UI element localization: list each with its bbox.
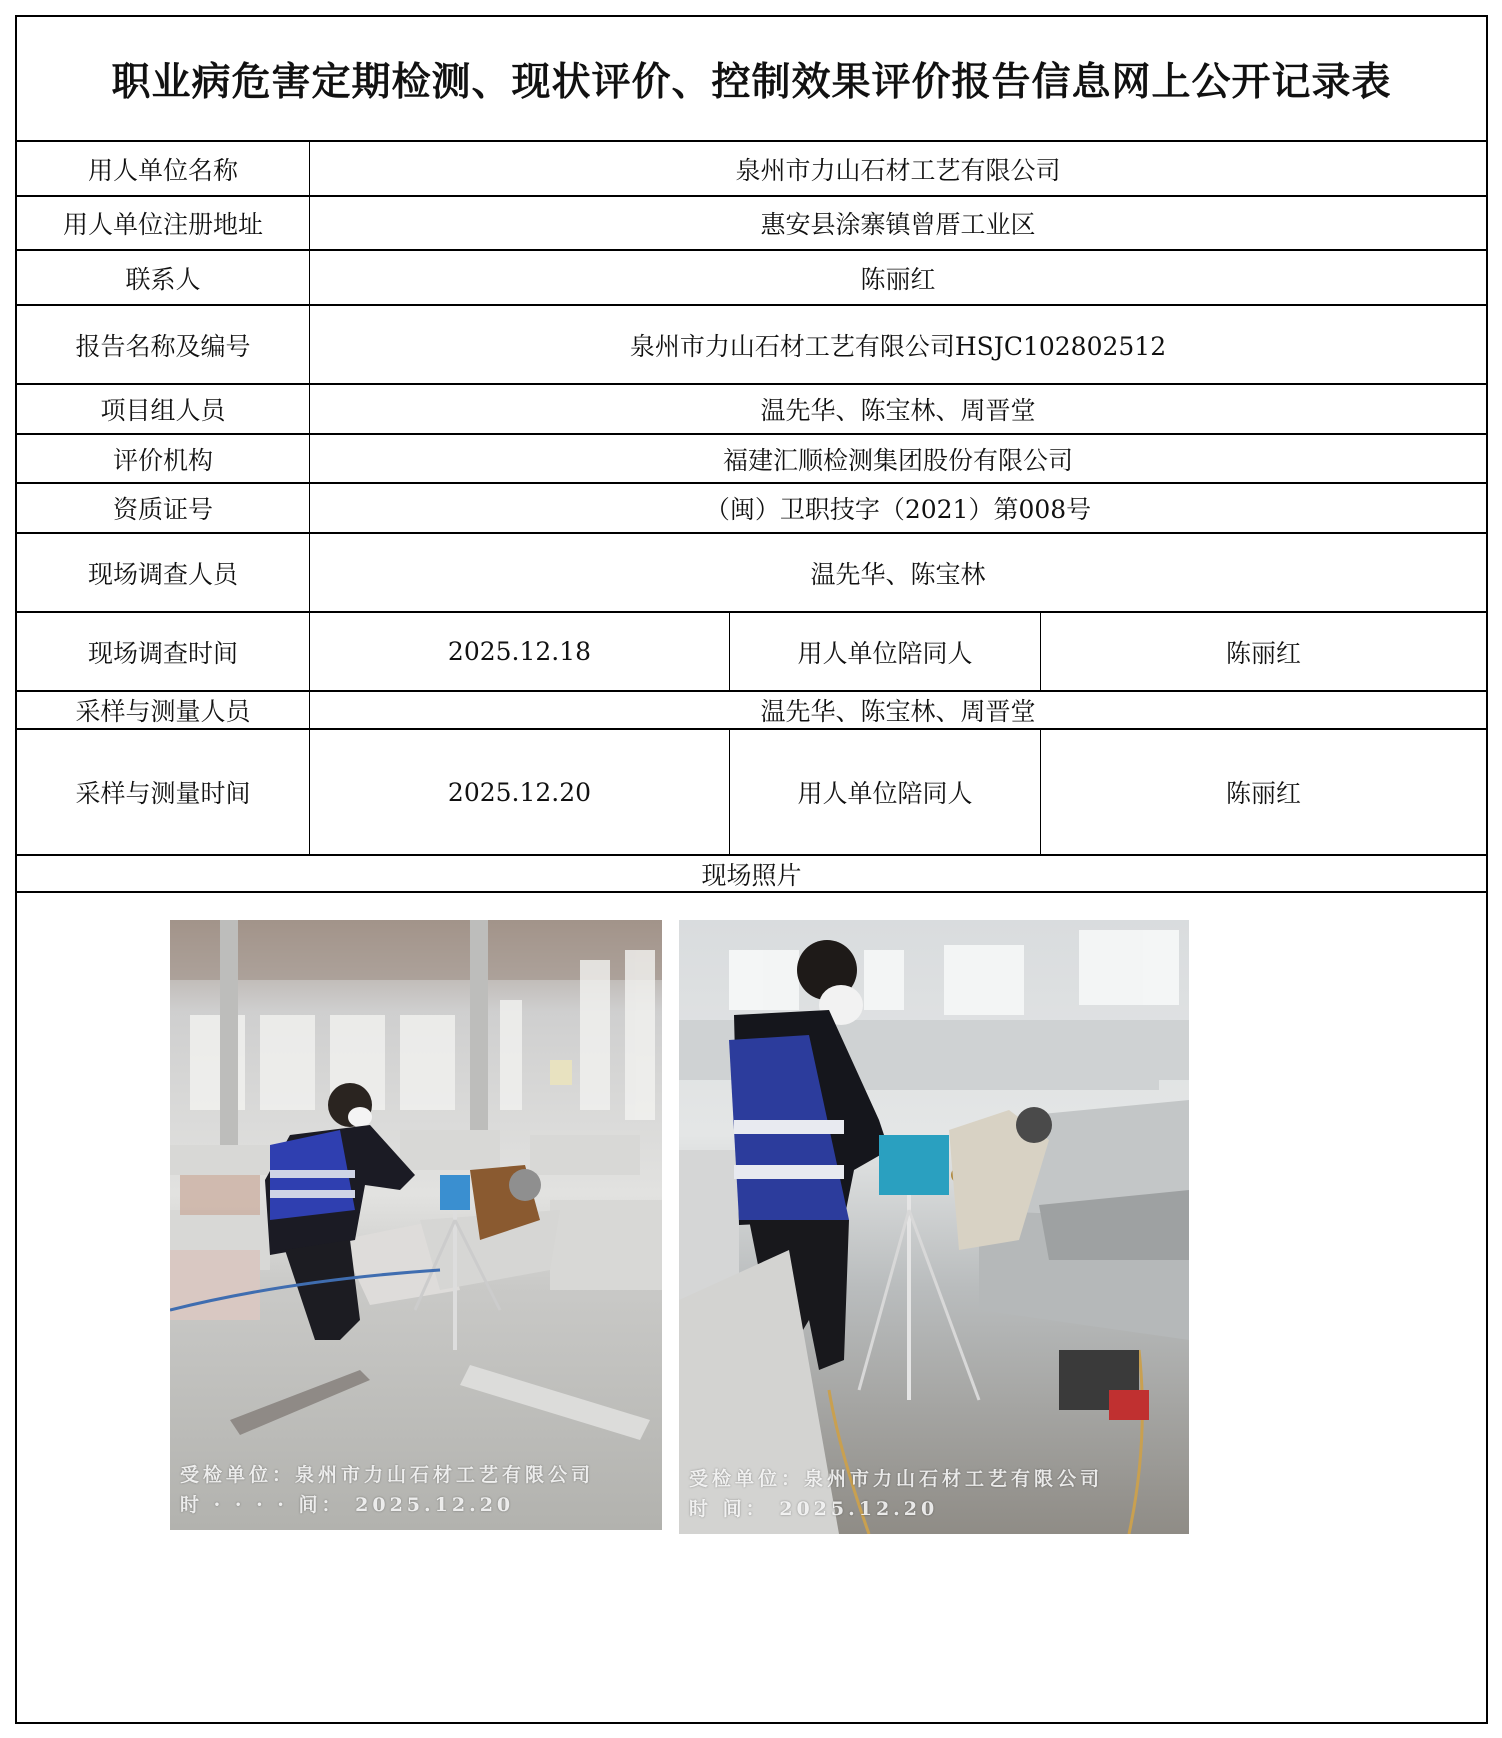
value-survey-staff: 温先华、陈宝林 bbox=[810, 559, 986, 589]
label-evaluation-org: 评价机构 bbox=[17, 435, 310, 482]
value-qualification: （闽）卫职技字（2021）第008号 bbox=[704, 495, 1092, 524]
site-photo-1-image bbox=[170, 920, 662, 1530]
value-survey-accompany: 陈丽红 bbox=[1225, 638, 1301, 668]
site-photo-1 bbox=[170, 920, 662, 1530]
value-evaluation-org: 福建汇顺检测集团股份有限公司 bbox=[722, 445, 1073, 475]
site-photo-1-caption-unit: 受检单位：泉州市力山石材工艺有限公司 bbox=[180, 1464, 595, 1486]
value-sampling-accompany: 陈丽红 bbox=[1225, 779, 1301, 808]
row-employer-name bbox=[17, 142, 1486, 197]
label-employer-address: 用人单位注册地址 bbox=[17, 197, 310, 249]
label-survey-staff: 现场调查人员 bbox=[17, 534, 310, 611]
row-qualification bbox=[17, 484, 1486, 534]
label-report: 报告名称及编号 bbox=[17, 306, 310, 383]
label-survey-time: 现场调查时间 bbox=[17, 613, 310, 690]
record-form bbox=[15, 15, 1488, 1724]
site-photo-2-caption-time: 时 间： 2025.12.20 bbox=[689, 1498, 939, 1520]
row-sampling-staff bbox=[17, 692, 1486, 730]
value-survey-date: 2025.12.18 bbox=[310, 613, 730, 690]
row-survey-time bbox=[17, 613, 1486, 692]
row-survey-staff bbox=[17, 534, 1486, 613]
value-contact: 陈丽红 bbox=[860, 264, 936, 294]
value-employer-address: 惠安县涂寨镇曾厝工业区 bbox=[760, 210, 1036, 239]
form-title: 职业病危害定期检测、现状评价、控制效果评价报告信息网上公开记录表 bbox=[17, 17, 1486, 142]
row-employer-address bbox=[17, 197, 1486, 251]
row-project-team bbox=[17, 385, 1486, 435]
photos-section-label: 现场照片 bbox=[701, 860, 802, 890]
site-photo-2 bbox=[679, 920, 1189, 1534]
row-contact bbox=[17, 251, 1486, 306]
label-project-team: 项目组人员 bbox=[17, 385, 310, 433]
row-sampling-time bbox=[17, 730, 1486, 856]
site-photo-2-caption bbox=[689, 1464, 1103, 1524]
label-sampling-staff: 采样与测量人员 bbox=[17, 692, 310, 728]
site-photo-1-caption bbox=[180, 1460, 594, 1520]
value-sampling-date: 2025.12.20 bbox=[310, 730, 730, 854]
value-employer-name: 泉州市力山石材工艺有限公司 bbox=[735, 155, 1061, 185]
label-sampling-time: 采样与测量时间 bbox=[17, 730, 310, 854]
label-survey-accompany: 用人单位陪同人 bbox=[730, 613, 1041, 690]
row-report bbox=[17, 306, 1486, 385]
site-photo-2-image bbox=[679, 920, 1189, 1534]
value-sampling-staff: 温先华、陈宝林、周晋堂 bbox=[760, 697, 1036, 726]
value-project-team: 温先华、陈宝林、周晋堂 bbox=[760, 396, 1036, 425]
photos-section-header bbox=[17, 856, 1486, 893]
site-photo-2-caption-unit: 受检单位：泉州市力山石材工艺有限公司 bbox=[689, 1468, 1104, 1490]
value-report: 泉州市力山石材工艺有限公司HSJC102802512 bbox=[629, 331, 1167, 361]
site-photo-1-caption-time: 时 · · · · 间： 2025.12.20 bbox=[180, 1494, 515, 1516]
label-contact: 联系人 bbox=[17, 251, 310, 304]
row-evaluation-org bbox=[17, 435, 1486, 484]
label-employer-name: 用人单位名称 bbox=[17, 142, 310, 195]
label-sampling-accompany: 用人单位陪同人 bbox=[730, 730, 1041, 854]
label-qualification: 资质证号 bbox=[17, 484, 310, 532]
